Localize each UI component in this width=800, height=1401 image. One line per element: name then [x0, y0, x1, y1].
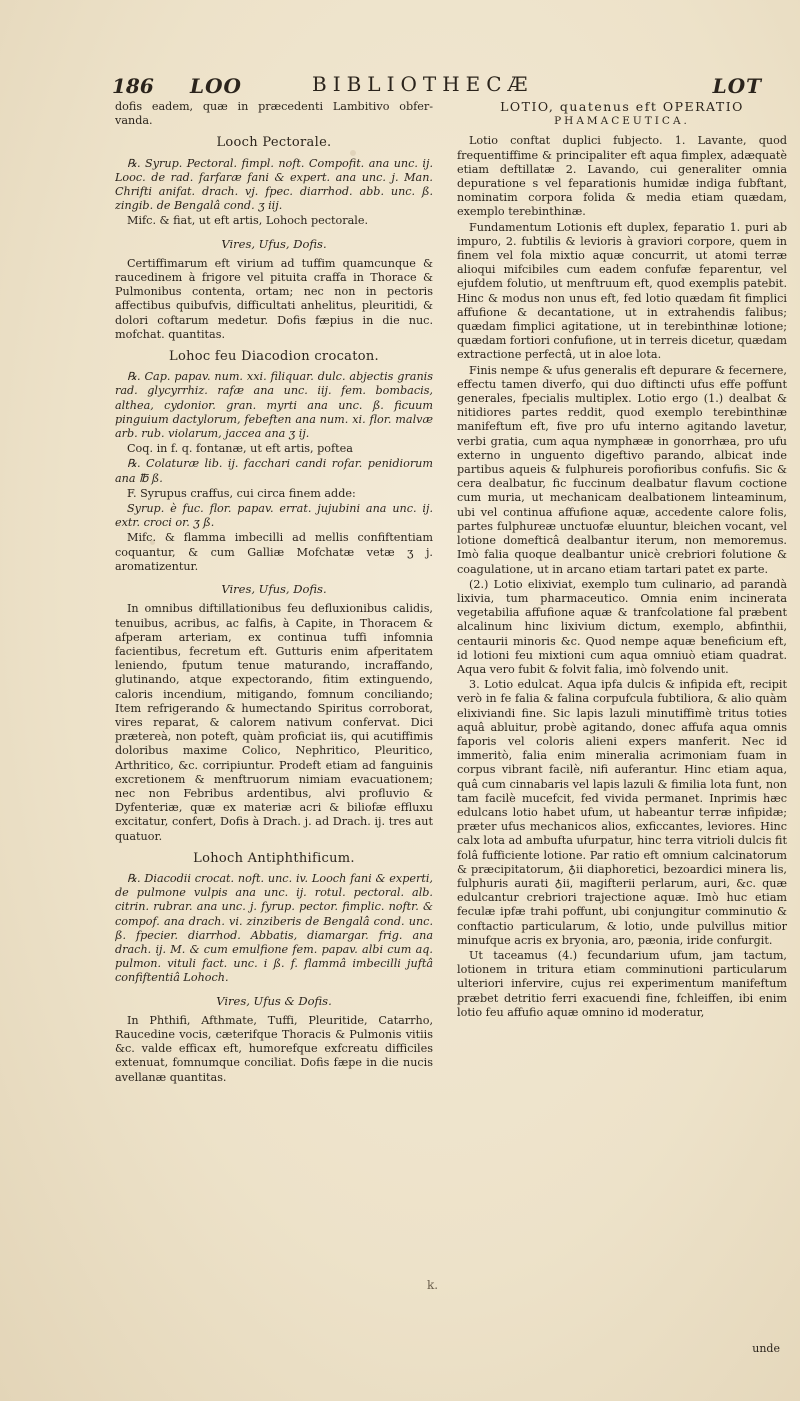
right-column: [457, 100, 787, 1340]
recipe-paragraph: ℞. Cap. papav. num. xxi. filiquar. dulc. abjectis granis rad. glycyrrhiz. rafæ ana unc. iij. fem. bombacis, althea, cydonior. gran. myrti ana unc. ß. ficuum pinguium dactylorum, febeften ana num. xi. flor. malvæ arb. rub. violarum, jaccea ana ʒ ij.: [115, 370, 433, 441]
recipe-paragraph: Syrup. è fuc. flor. papav. errat. jujubini ana unc. ij. extr. croci or. ʒ ß.: [115, 502, 433, 530]
subheading: Vires, Ufus & Dofis.: [216, 993, 332, 1008]
signature-mark: k.: [427, 1278, 439, 1292]
recipe-paragraph: ℞. Colaturæ lib. ij. facchari candi rofar. penidiorum ana ℔ ß.: [115, 457, 433, 485]
subheading: Vires, Ufus, Dofis.: [221, 582, 327, 597]
page-number: 186: [112, 74, 154, 98]
paragraph: dofis eadem, quæ in præcedenti Lambitivo obfer-vanda.: [115, 100, 433, 128]
recipe-paragraph: ℞. Diacodii crocat. noft. unc. iv. Looch fani & experti, de pulmone vulpis ana unc. ij. rotul. pectoral. alb. citrin. rubrar. ana unc. j. fyrup. pector. fimplic. noftr. & compof. ana drach. vi. zinziberis de Bengalâ cond. unc. ß. fpecier. diarrhod. Abbatis, diamargar. frig. ana drach. ij. M. & cum emulfione fem. papav. albi cum aq. pulmon. vituli fact. unc. i ß. f. flammâ imbecilli juftâ confiftentiâ Lohoch.: [115, 871, 433, 985]
paragraph: Certiffimarum eft virium ad tuffim quamcunque & raucedinem à frigore vel pituita craffa in Thorace & Pulmonibus contenta, ortam; nec non in pectoris affectibus quibufvis, difficultati anhelitus, pleuritidi, & dolori coftarum medetur. Dofis fæpius in die nuc. mofchat. quantitas.: [115, 256, 433, 341]
paragraph: Mifc. & fiat, ut eft artis, Lohoch pectorale.: [127, 214, 369, 228]
paragraph: Finis nempe & ufus generalis eft depurare & fecernere, effectu tamen diverfo, qui duo diftincti ufus effe poffunt generales, fpecialis multiplex. Lotio ergo (1.) dealbat & nitidiores partes reddit, quod exemplo terebinthinæ manifeftum eft, five pro ufu interno agitando lavetur, verbi gratia, cum aqua nymphææ in gonorrhæa, pro ufu externo in unguento digeftivo parando, albicat inde partibus aqueis & fulphureis porofioribus confufis. Sic & cera dealbatur, fic fuccinum dealbatur flavum coctione cum muria, ut mechanicam dealbationem linteaminum, ubi vel continua affufione aquæ, accedente calore folis, partes fulphureæ unctuofæ eluuntur, bleichen vocant, vel lotione domefticâ dealbantur iterum, non memoremus. Imò falia quoque dealbantur unicè crebriori folutione & coagulatione, ut in arcano etiam tartari patet ex parte.: [457, 363, 787, 576]
subheading: Vires, Ufus, Dofis.: [221, 236, 327, 251]
section-heading: Lohoc feu Diacodion crocaton.: [169, 349, 379, 365]
article-title: LOTIO, quatenus eft OPERATIO: [500, 100, 744, 114]
left-column: [115, 100, 433, 1340]
paragraph: Ut taceamus (4.) fecundarium ufum, jam tactum, lotionem in tritura etiam comminutioni particularum ulteriori infervire, cujus rei experimentum manifeftum præbet detritio ferri exacuendi fine, fchleiffen, ibi enim lotio feu affufio aquæ omnino id moderatur,: [457, 948, 787, 1019]
paragraph: (2.) Lotio elixiviat, exemplo tum culinario, ad parandà lixivia, tum pharmaceutico. Omnia enim incinerata vegetabilia affufione aquæ & tranfcolatione fal præbent alcalinum hinc lixivium dictum, exemplo, abfinthii, centaurii minoris &c. Quod nempe aquæ beneficium eft, id lotioni feu mixtioni cum aqua omniuò etiam quadrat. Aqua vero fubit & folvit falia, imò folvendo unit.: [457, 577, 787, 676]
paragraph: Lotio conftat duplici fubjecto. 1. Lavante, quod frequentiffime & principaliter eft aqua fimplex, adæquatè etiam deftillatæ 2. Lavando, cui generaliter omnia depuratione s vel feparationis humidæ indiga fubftant, nominatim corpora folida & media etiam quædam, exemplo terebinthinæ.: [457, 134, 787, 219]
running-head-left: LOO: [190, 74, 242, 98]
paragraph: Mifc. & flamma imbecilli ad mellis confiftentiam coquantur, & cum Galliæ Mofchatæ vetæ ʒ j. aromatizentur.: [115, 531, 433, 573]
running-head-right: LOT: [712, 74, 762, 98]
running-header: [112, 62, 762, 96]
running-head-title: BIBLIOTHECÆ: [312, 72, 534, 96]
paragraph: F. Syrupus craffus, cui circa finem adde:: [127, 486, 356, 500]
paragraph: Fundamentum Lotionis eft duplex, feparatio 1. puri ab impuro, 2. fubtilis & levioris à graviori corpore, quem in finem vel fola mixtio aquæ concurrit, ut atomi terræ alioqui mifcibiles cum eadem confufæ feparentur, vel ejufdem folutio, ut menftruum eft, quod exemplis patebit. Hinc & modus non unus eft, fed lotio quædam fit fimplici affufione & decantatione, ut in extrahendis falibus; quædam fimplici agitatione, ut in terebinthinæ lotione; quædam fortiori confufione, ut in terreis dicetur, quædam extractione perfectâ, ut in aloe lota.: [457, 220, 787, 362]
article-subtitle: PHAMACEUTICA.: [554, 115, 690, 128]
paragraph: Coq. in f. q. fontanæ, ut eft artis, poftea: [127, 442, 353, 456]
section-heading: Looch Pectorale.: [216, 135, 332, 151]
paragraph: In omnibus diftillationibus feu defluxionibus calidis, tenuibus, acribus, ac falfis, à Capite, in Thoracem & afperam arteriam, ex continua tuffi infomnia facientibus, fecretum eft. Gutturis enim afperitatem leniendo, fputum tenue maturando, incraffando, glutinando, atque expectorando, fitim extinguendo, caloris incendium, mitigando, fomnum conciliando; Item refrigerando & humectando Spiritus corroborat, vires reparat, & calorem nativum confervat. Dici prætereà, non poteft, quàm proficiat iis, qui acutiffimis doloribus maxime Colico, Nephritico, Pleuritico, Arthritico, &c. corripiuntur. Prodeft etiam ad fanguinis excretionem & menftruorum nimiam evacuationem; nec non Febribus ardentibus, alvi profluvio & Dyfenteriæ, quæ ex materiæ acri & biliofæ effluxu excitatur, confert, Dofis à Drach. j. ad Drach. ij. tres aut quatuor.: [115, 602, 433, 843]
paragraph: 3. Lotio edulcat. Aqua ipfa dulcis & infipida eft, recipit verò in fe falia & falina corpufcula fubtiliora, & alio quàm elixiviandi fine. Sic lapis lazuli minutiffimè tritus toties aquâ abluitur, probè agitando, donec affufa aqua omnis faporis vel coloris alieni expers manferit. Nec id immeritò, falia enim mineralia acrimoniam fuam in corpus vibrant facilè, nifi auferantur. Hinc etiam aqua, quâ cum cinnabaris vel lapis lazuli & fimilia lota funt, non tam facilè mucefcit, fed vivida permanet. Inprimis hæc edulcans lotio habet ufum, ut habeantur terræ infipidæ; præter ufus mechanicos alios, exficcantes, leviores. Hinc calx lota ad ambufta ufurpatur, hinc terra vitrioli dulcis fit folâ fufficiente lotione. Par ratio eft omnium calcinatorum & præcipitatorum, ♁ii diaphoretici, bezoardici minera lis, fulphuris aurati ♁ii, magifterii perlarum, auri, &c. quæ edulcantur crebriori trajectione aquæ. Imò huc etiam feculæ ipfæ trahi poffunt, ubi conjungitur comminutio & conftactio particularum, & lotio, unde pulvillus mitior minufque acris ex bryonia, aro, pæonia, iride confurgit.: [457, 678, 787, 947]
catchword: unde: [752, 1342, 780, 1355]
section-heading: Lohoch Antiphthificum.: [193, 850, 355, 866]
paragraph: In Phthifi, Afthmate, Tuffi, Pleuritide, Catarrho, Raucedine vocis, cæterifque Thoracis & Pulmonis vitiis &c. valde efficax eft, humorefque exfcreatu difficiles extenuat, fomnumque conciliat. Dofis fæpe in die nucis avellanæ quantitas.: [115, 1013, 433, 1084]
recipe-paragraph: ℞. Syrup. Pectoral. fimpl. noft. Compofit. ana unc. ij. Looc. de rad. farfaræ fani & expert. ana unc. j. Man. Chrifti anifat. drach. vj. fpec. diarrhod. abb. unc. ß. zingib. de Bengalâ cond. ʒ iij.: [115, 156, 433, 213]
